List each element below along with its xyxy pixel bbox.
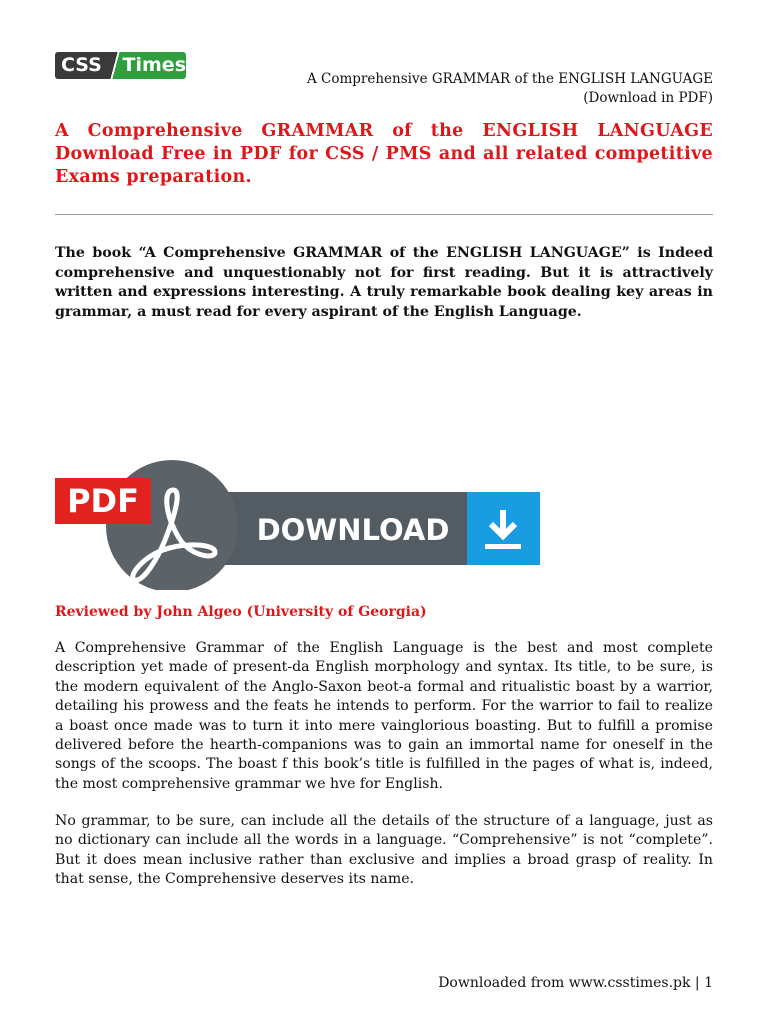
running-header [307, 70, 713, 108]
logo-times-text: Times [121, 52, 186, 79]
logo-slash [109, 52, 120, 79]
divider [55, 214, 713, 215]
body-paragraph: A Comprehensive Grammar of the English Language is the best and most complete description yet made of present-da English morphology and syntax. Its title, to be sure, is the modern equivalent of the Anglo-Saxon beot-a formal and ritualistic boast by a warrior, detailing his prowess and the feats he intends to perform. For the warrior to fail to realize a boast once made was to turn it into mere vainglorious boasting. But to fulfill a promise delivered before the hearth-companions was to gain an immortal name for oneself in the songs of the scoops. The boast f this book’s title is fulfilled in the pages of what is, indeed, the most comprehensive grammar we hve for English. [55, 640, 713, 792]
running-header-line2: (Download in PDF) [583, 90, 713, 106]
pdf-label: PDF [67, 482, 139, 520]
intro-paragraph: The book “A Comprehensive GRAMMAR of the ENGLISH LANGUAGE” is Indeed comprehensive and unquestionably not for first reading. But it is attractively written and expressions interesting. A truly remarkable book dealing key areas in grammar, a must read for every aspirant of the English Language. [55, 245, 713, 321]
csstimes-logo [55, 52, 186, 79]
logo-css-text: CSS [55, 52, 109, 79]
page-title: A Comprehensive GRAMMAR of the ENGLISH LANGUAGE Download Free in PDF for CSS / PMS and all related competitive Exams preparation. [55, 121, 713, 187]
page-footer: Downloaded from www.csstimes.pk | 1 [438, 975, 713, 991]
running-header-line1: A Comprehensive GRAMMAR of the ENGLISH LANGUAGE [306, 71, 713, 87]
reviewer-line: Reviewed by John Algeo (University of Georgia) [55, 604, 427, 620]
body-paragraph: No grammar, to be sure, can include all the details of the structure of a language, just as no dictionary can include all the words in a language. “Comprehensive” is not “complete”. But it does mean inclusive rather than exclusive and implies a broad grasp of reality. In that sense, the Comprehensive deserves its name. [55, 813, 713, 888]
download-label: DOWNLOAD [256, 513, 450, 547]
pdf-download-button[interactable] [55, 460, 545, 590]
